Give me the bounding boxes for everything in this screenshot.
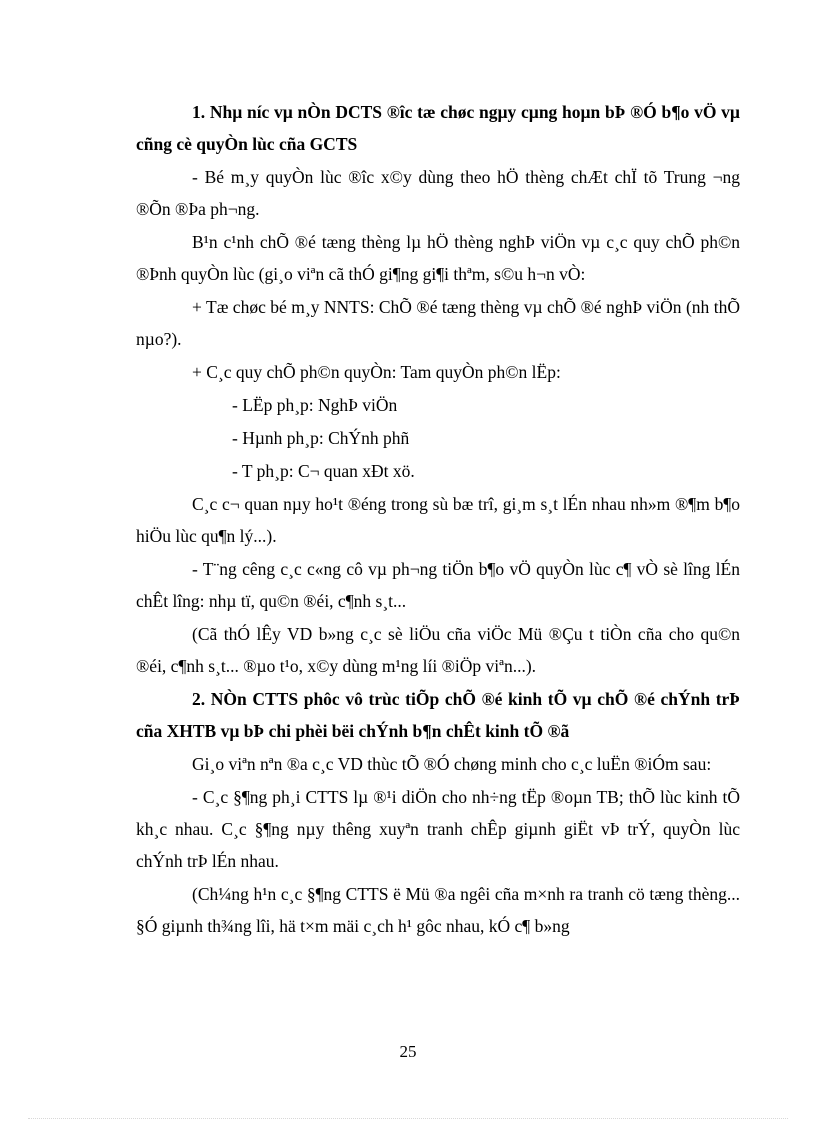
page-bottom-divider bbox=[28, 1118, 788, 1119]
section-heading-2: 2. NÒn CTTS phôc vô trùc tiÕp chÕ ®é kinh tÕ vµ chÕ ®é chÝnh trÞ cña XHTB vµ bÞ chi phèi bëi chÝnh b¶n chÊt kinh tÕ ®ã bbox=[136, 689, 740, 741]
paragraph: C¸c c¬ quan nµy ho¹t ®éng trong sù bæ trî, gi¸m s¸t lÉn nhau nh»m ®¶m b¶o hiÖu lùc qu¶n lý...). bbox=[136, 494, 740, 546]
paragraph: + C¸c quy chÕ ph©n quyÒn: Tam quyÒn ph©n lËp: bbox=[192, 362, 561, 382]
paragraph: - C¸c §¶ng ph¸i CTTS lµ ®¹i diÖn cho nh÷ng tËp ®oµn TB; thÕ lùc kinh tÕ kh¸c nhau. C¸c §¶ng nµy thêng xuyªn tranh chÊp giµnh giËt vÞ trÝ, quyÒn lùc chÝnh trÞ lÉn nhau. bbox=[136, 787, 740, 871]
list-item: - T ph¸p: C¬ quan xÐt xö. bbox=[232, 461, 415, 481]
paragraph: (Ch¼ng h¹n c¸c §¶ng CTTS ë Mü ®a ngêi cña m×nh ra tranh cö tæng thèng... §Ó giµnh th¾ng lîi, hä t×m mäi c¸ch h¹ gôc nhau, kÓ c¶ b»ng bbox=[136, 884, 740, 936]
list-item: - Hµnh ph¸p: ChÝnh phñ bbox=[232, 428, 410, 448]
section-heading-1: 1. Nhµ níc vµ nÒn DCTS ®îc tæ chøc ngµy cµng hoµn bÞ ®Ó b¶o vÖ vµ cñng cè quyÒn lùc cña GCTS bbox=[136, 102, 740, 154]
paragraph: Gi¸o viªn nªn ®a c¸c VD thùc tÕ ®Ó chøng minh cho c¸c luËn ®iÓm sau: bbox=[192, 754, 712, 774]
paragraph: (Cã thÓ lÊy VD b»ng c¸c sè liÖu cña viÖc Mü ®Çu t tiÒn cña cho qu©n ®éi, c¶nh s¸t... ®µo t¹o, x©y dùng m¹ng líi ®iÖp viªn...). bbox=[136, 624, 740, 676]
paragraph: B¹n c¹nh chÕ ®é tæng thèng lµ hÖ thèng nghÞ viÖn vµ c¸c quy chÕ ph©n ®Þnh quyÒn lùc (gi¸o viªn cã thÓ gi¶ng gi¶i thªm, s©u h¬n vÒ: bbox=[136, 232, 740, 284]
page-number: 25 bbox=[399, 1042, 417, 1061]
paragraph: - Bé m¸y quyÒn lùc ®îc x©y dùng theo hÖ thèng chÆt chÏ tõ Trung ¬ng ®Õn ®Þa ph¬ng. bbox=[136, 167, 740, 219]
list-item: - LËp ph¸p: NghÞ viÖn bbox=[232, 395, 398, 415]
page-body bbox=[136, 96, 740, 942]
paragraph: - T¨ng cêng c¸c c«ng cô vµ ph¬ng tiÖn b¶o vÖ quyÒn lùc c¶ vÒ sè lîng lÉn chÊt lîng: nhµ tï, qu©n ®éi, c¶nh s¸t... bbox=[136, 559, 740, 611]
paragraph: + Tæ chøc bé m¸y NNTS: ChÕ ®é tæng thèng vµ chÕ ®é nghÞ viÖn (nh thÕ nµo?). bbox=[136, 297, 740, 349]
